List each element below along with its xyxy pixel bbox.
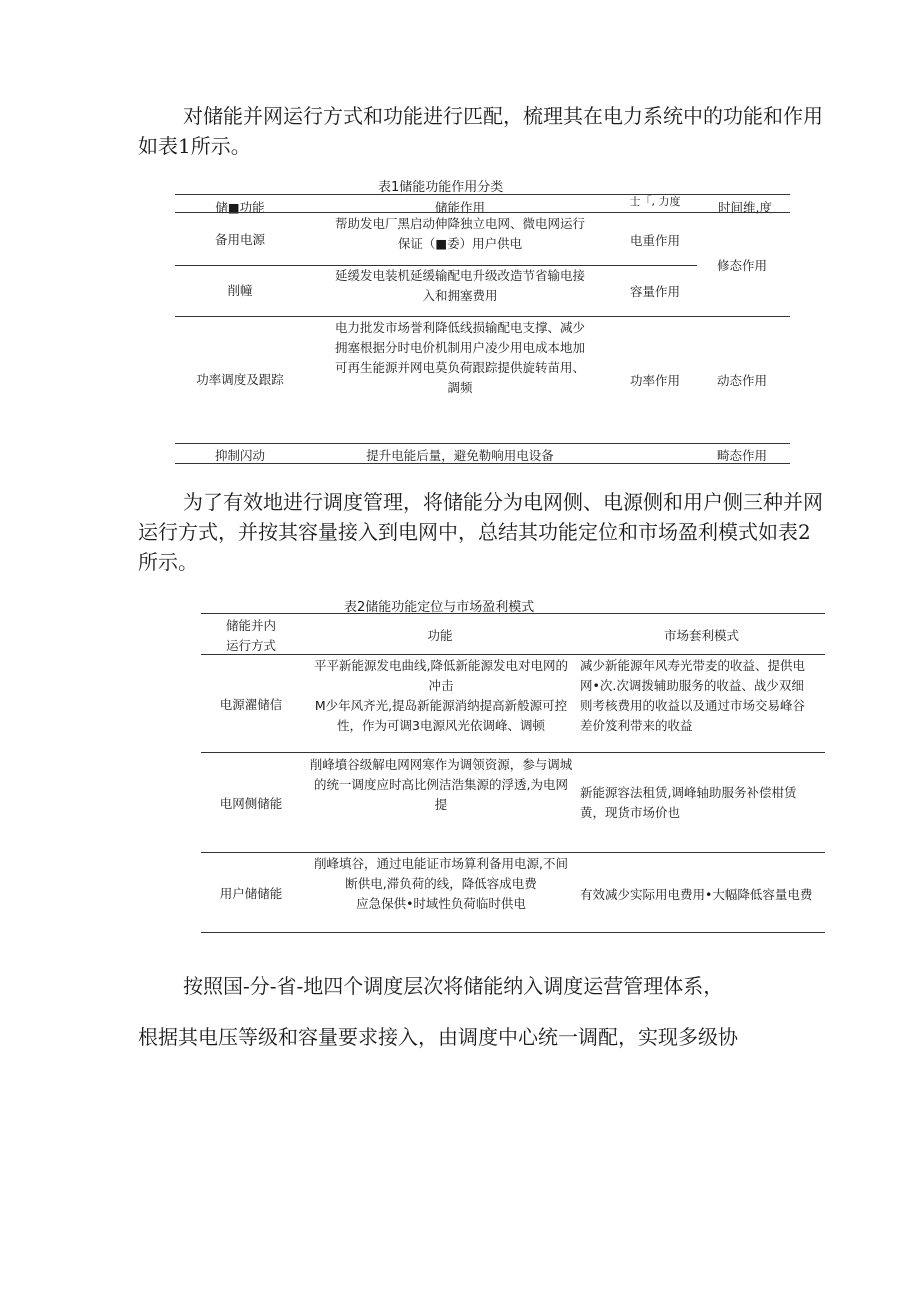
table1-row1-effect: 电重作用 <box>629 233 680 248</box>
table1-row2-effect: 容量作用 <box>629 284 680 299</box>
table2-top-rule <box>201 613 825 614</box>
middle-paragraph-line1: 为了有效地进行调度管理，将储能分为电网侧、电源侧和用户侧三种并网 <box>183 490 823 514</box>
table1-caption: 表1储能功能作用分类 <box>378 180 504 195</box>
table2-row2-function: 削峰墳谷级解电网网寒作为调领资源，参与调城 的统一调度应时高比例洁浩集源的浮透,为电网 提 <box>309 757 573 812</box>
table1-row4-time-dim: 畸态作用 <box>716 448 767 463</box>
table1-row4-role: 提升电能后量，避免勒响用电设备 <box>366 448 554 463</box>
table1-row3-time-dim: 动态作用 <box>716 373 767 388</box>
table2-header-profit: 市场套利模式 <box>663 628 739 643</box>
table1-row4-function: 抑制闪动 <box>214 448 265 463</box>
table2-row3-mode: 用户储储能 <box>219 886 283 901</box>
table2-row2-rule <box>201 852 825 853</box>
table2-row1-rule <box>201 752 825 753</box>
table2-row3-function: 削峰填谷，通过电能证市场算利备用电源,不间 断供电,滞负荷的线，降低容成电费 应急保供•时域性负荷临时供电 <box>314 856 568 911</box>
middle-paragraph-line3: 所示。 <box>138 550 198 574</box>
table1-header-function: 储■功能 <box>215 200 265 215</box>
table1-merged-time-dim: 修态作用 <box>716 258 767 273</box>
table2-row2-mode: 电网侧储能 <box>219 796 283 811</box>
table1-row1-function: 备用电源 <box>214 232 265 247</box>
table1-row3-effect: 功率作用 <box>629 373 680 388</box>
intro-paragraph-line2: 如表1所示。 <box>138 134 251 158</box>
table2-header-function: 功能 <box>427 628 453 643</box>
table2-header-rule <box>201 654 825 655</box>
table2-bottom-rule <box>201 932 825 933</box>
intro-paragraph-line1: 对储能并网运行方式和功能进行匹配，梳理其在电力系统中的功能和作用 <box>183 104 823 128</box>
table1-row1-role: 帮助发电厂黑启动伸降独立电网、微电网运行 保证（■委）用户供电 <box>334 216 585 251</box>
table1-row3-rule <box>175 443 790 444</box>
table1-header-role: 储能作用 <box>434 200 485 215</box>
table2-header-mode: 储能并内 运行方式 <box>225 618 276 653</box>
table1-row2-role: 延缓发电装机延缓输配电升级改造节省输电接 入和拥塞费用 <box>334 268 585 303</box>
table1-bottom-rule <box>175 463 790 464</box>
table1-header-effect: 士「, 力度 <box>629 195 681 208</box>
table1-header-rule <box>175 212 790 213</box>
closing-paragraph-line2: 根据其电压等级和容量要求接入，由调度中心统一调配，实现多级协 <box>138 1025 738 1049</box>
table2-row1-mode: 电源濯储信 <box>219 697 283 712</box>
table2-row3-profit: 有效减少实际用电费用•大幅降低容量电费 <box>580 887 813 902</box>
middle-paragraph-line2: 运行方式，并按其容量接入到电网中，总结其功能定位和市场盈利模式如表2 <box>138 520 811 544</box>
table1-row2-function: 削幢 <box>227 283 253 298</box>
table2-caption: 表2储能功能定位与市场盈利模式 <box>344 600 535 615</box>
closing-paragraph-line1: 按照国-分-省-地四个调度层次将储能纳入调度运营管理体系， <box>183 974 724 998</box>
table1-row3-role: 电力批发市场誉利降低线损输配电支撑、减少 拥塞根据分时电价机制用户凌少用电成本地加 可再生能源并网电莫负荷跟踪提供旋转苗用、 調频 <box>334 320 585 395</box>
table2-row1-function: 平平新能源发电曲线,降低新能源发电对电网的 冲击 M少年风齐光,提岛新能源消纳提高新般源可控 性，作为可调3电源风光依调峰、调顿 <box>314 658 568 733</box>
table1-row3-function: 功率调度及跟踪 <box>196 372 284 387</box>
table2-row2-profit: 新能源容法租赁,调峰轴助服务补偿柑赁 黄，现货市场价也 <box>580 785 797 820</box>
table2-row1-profit: 减少新能源年风寿光带麦的收益、提供电 网•次.次调拨辅助服务的收益、战少双细 则考核费用的收益以及通过市场交易峰谷 差价笈利带来的收益 <box>580 658 806 733</box>
table1-header-time-dim: 时间维,度 <box>718 200 772 215</box>
table1-row2-rule <box>175 316 790 317</box>
